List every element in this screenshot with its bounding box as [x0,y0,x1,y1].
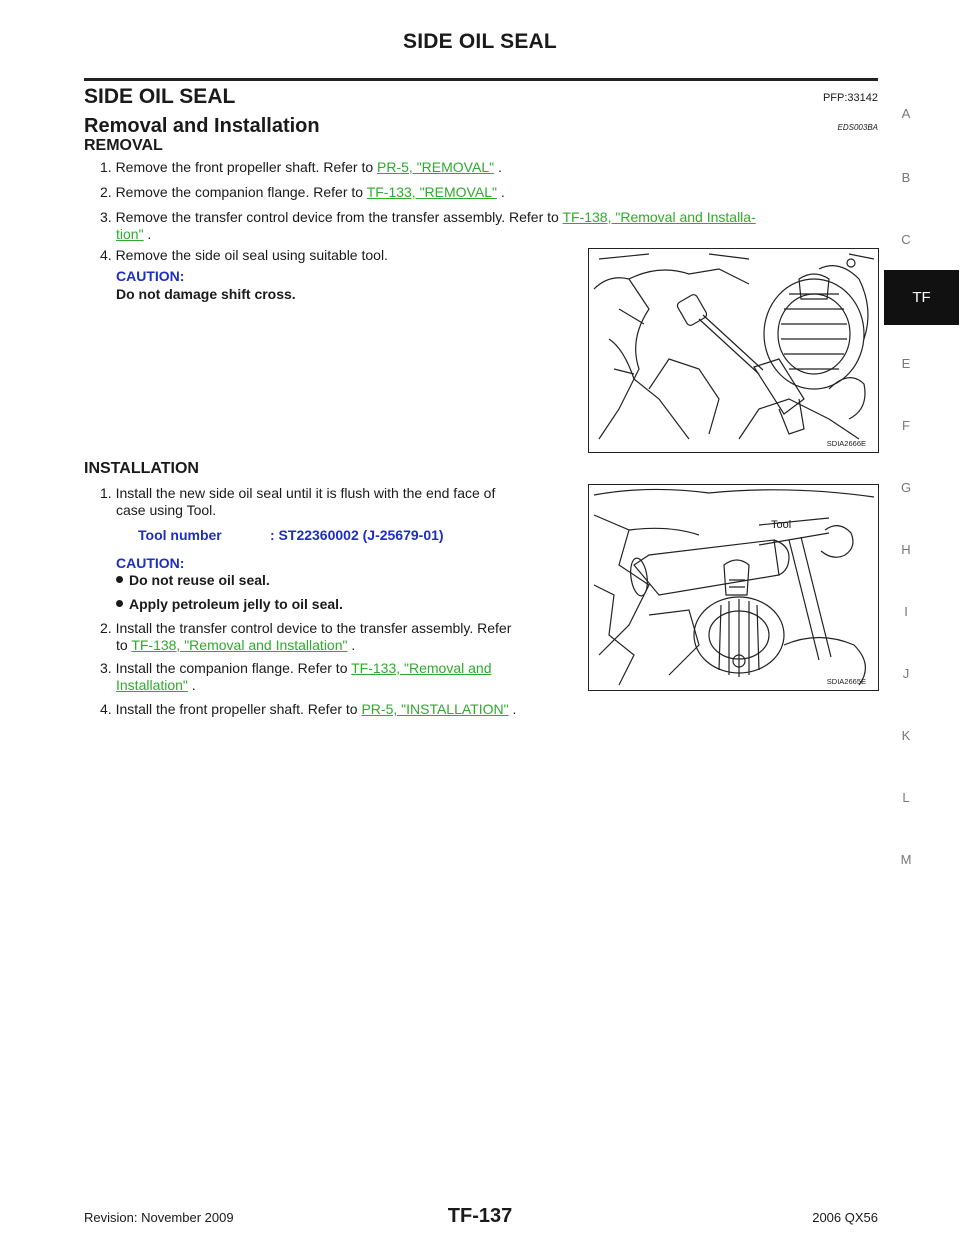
removal-caution-text: Do not damage shift cross. [116,286,296,302]
removal-heading: REMOVAL [84,137,163,154]
installation-figure-code: SDIA2665E [826,677,866,686]
link-tf138-removal-installation-cont[interactable]: tion" [116,226,144,242]
link-tf138-removal-and-installation[interactable]: TF-138, "Removal and Installation" [131,637,348,653]
section-title: SIDE OIL SEAL [84,85,236,108]
installation-step-1-cont: case using Tool. [116,502,217,518]
footer-model: 2006 QX56 [812,1210,878,1225]
installation-step-2-cont: to TF-138, "Removal and Installation" . [116,637,356,653]
side-index-h[interactable]: H [901,542,911,557]
removal-step-3-cont: tion" . [116,226,152,242]
side-index-a[interactable]: A [901,106,911,121]
link-tf133-removal[interactable]: TF-133, "REMOVAL" [366,184,497,200]
subsection-title: Removal and Installation [84,115,320,137]
removal-figure-code: SDIA2666E [826,439,866,448]
side-index-c[interactable]: C [901,232,911,247]
footer-page-number: TF-137 [447,1205,513,1227]
removal-step-3: 3. Remove the transfer control device from the transfer assembly. Refer to TF-138, "Removal and Installa- [100,209,756,225]
installation-figure [588,484,879,691]
link-tf138-removal-installation[interactable]: TF-138, "Removal and Installa- [562,209,756,225]
side-index-i[interactable]: I [904,604,908,619]
side-index-g[interactable]: G [900,480,912,495]
link-tf133-removal-and-installation-cont[interactable]: Installation" [116,677,188,693]
link-pr5-removal[interactable]: PR-5, "REMOVAL" [377,159,495,175]
side-index-k[interactable]: K [901,728,911,743]
side-index-j[interactable]: J [902,666,910,681]
tool-number-value: : ST22360002 (J-25679-01) [270,527,444,543]
removal-caution-label: CAUTION: [116,268,185,284]
removal-step-1: 1. Remove the front propeller shaft. Refer to PR-5, "REMOVAL" . [100,159,502,175]
installation-figure-tool-label: Tool [771,519,792,531]
side-index-l[interactable]: L [902,790,910,805]
installation-heading: INSTALLATION [84,460,199,477]
side-index-m[interactable]: M [900,852,912,867]
installation-caution-bullet-1: Do not reuse oil seal. [116,572,270,588]
removal-step-4: 4. Remove the side oil seal using suitable tool. [100,247,388,263]
installation-caution-label: CAUTION: [116,555,185,571]
installation-caution-bullet-2: Apply petroleum jelly to oil seal. [116,596,343,612]
removal-illustration [589,249,878,452]
side-index-e[interactable]: E [901,356,911,371]
subsection-code: EDS003BA [837,123,878,132]
bullet-icon [116,576,123,583]
removal-step-2: 2. Remove the companion flange. Refer to TF-133, "REMOVAL" . [100,184,505,200]
section-code: PFP:33142 [822,92,878,104]
removal-figure [588,248,879,453]
installation-step-1: 1. Install the new side oil seal until it is flush with the end face of [100,485,496,501]
link-tf133-removal-and-installation[interactable]: TF-133, "Removal and [351,660,492,676]
side-index-f[interactable]: F [902,418,910,433]
installation-step-3-cont: Installation" . [116,677,196,693]
header-rule [84,78,878,81]
installation-step-2: 2. Install the transfer control device to the transfer assembly. Refer [100,620,512,636]
installation-illustration [589,485,878,690]
side-index-tf-active[interactable]: TF [884,270,959,325]
bullet-icon [116,600,123,607]
link-pr5-installation[interactable]: PR-5, "INSTALLATION" [361,701,509,717]
installation-step-4: 4. Install the front propeller shaft. Refer to PR-5, "INSTALLATION" . [100,701,517,717]
page-header-title: SIDE OIL SEAL [403,30,557,53]
tool-number-label: Tool number [138,527,222,543]
side-index-b[interactable]: B [901,170,911,185]
footer-revision: Revision: November 2009 [84,1210,234,1225]
installation-step-3: 3. Install the companion flange. Refer to TF-133, "Removal and [100,660,492,676]
